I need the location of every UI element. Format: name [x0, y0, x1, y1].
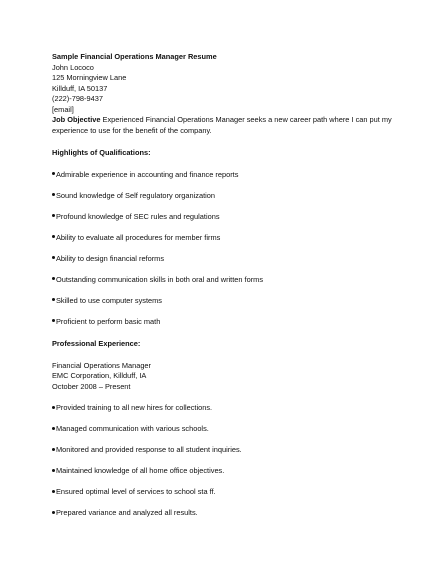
resume-title: Sample Financial Operations Manager Resume: [52, 52, 217, 61]
bullet-icon: [52, 448, 55, 451]
list-item: Ensured optimal level of services to school sta ff.: [52, 487, 392, 498]
list-item: Maintained knowledge of all home office objectives.: [52, 466, 392, 477]
contact-email: [email]: [52, 104, 74, 114]
bullet-icon: [52, 277, 55, 280]
list-item: Ability to design financial reforms: [52, 254, 392, 265]
contact-name: John Lococo: [52, 62, 94, 72]
contact-phone: (222)-798-9437: [52, 94, 103, 103]
bullet-icon: [52, 511, 55, 514]
list-item: Outstanding communication skills in both oral and written forms: [52, 275, 392, 286]
list-item: Provided training to all new hires for collections.: [52, 403, 392, 414]
experience-heading: Professional Experience:: [52, 339, 141, 348]
contact-street: 125 Morningview Lane: [52, 73, 127, 82]
qualifications-list: [52, 170, 392, 328]
list-item: Sound knowledge of Self regulatory organization: [52, 191, 392, 202]
bullet-icon: [52, 319, 55, 322]
job-dates: October 2008 – Present: [52, 381, 131, 391]
bullet-icon: [52, 406, 55, 409]
objective-text: Experienced Financial Operations Manager seeks a new career path where I can put my experience to use for the benefit of the company.: [52, 115, 392, 135]
list-item: Admirable experience in accounting and finance reports: [52, 170, 392, 181]
list-item: Profound knowledge of SEC rules and regulations: [52, 212, 392, 223]
bullet-icon: [52, 256, 55, 259]
company: EMC Corporation, Killduff, IA: [52, 371, 147, 380]
bullet-icon: [52, 427, 55, 430]
contact-city: Killduff, IA 50137: [52, 83, 108, 93]
qualifications-heading: Highlights of Qualifications:: [52, 148, 151, 157]
bullet-icon: [52, 172, 55, 175]
list-item: Managed communication with various schools.: [52, 424, 392, 435]
experience-entry: [52, 361, 392, 393]
bullet-icon: [52, 193, 55, 196]
list-item: Ability to evaluate all procedures for member firms: [52, 233, 392, 244]
list-item: Prepared variance and analyzed all results.: [52, 508, 392, 519]
experience-list: [52, 403, 392, 519]
resume: [52, 52, 392, 519]
bullet-icon: [52, 235, 55, 238]
bullet-icon: [52, 214, 55, 217]
bullet-icon: [52, 490, 55, 493]
job-objective: [52, 115, 392, 136]
objective-label: Job Objective: [52, 115, 101, 124]
bullet-icon: [52, 469, 55, 472]
job-title: Financial Operations Manager: [52, 360, 152, 370]
list-item: Skilled to use computer systems: [52, 296, 392, 307]
list-item: Monitored and provided response to all student inquiries.: [52, 445, 392, 456]
list-item: Proficient to perform basic math: [52, 317, 392, 328]
bullet-icon: [52, 298, 55, 301]
